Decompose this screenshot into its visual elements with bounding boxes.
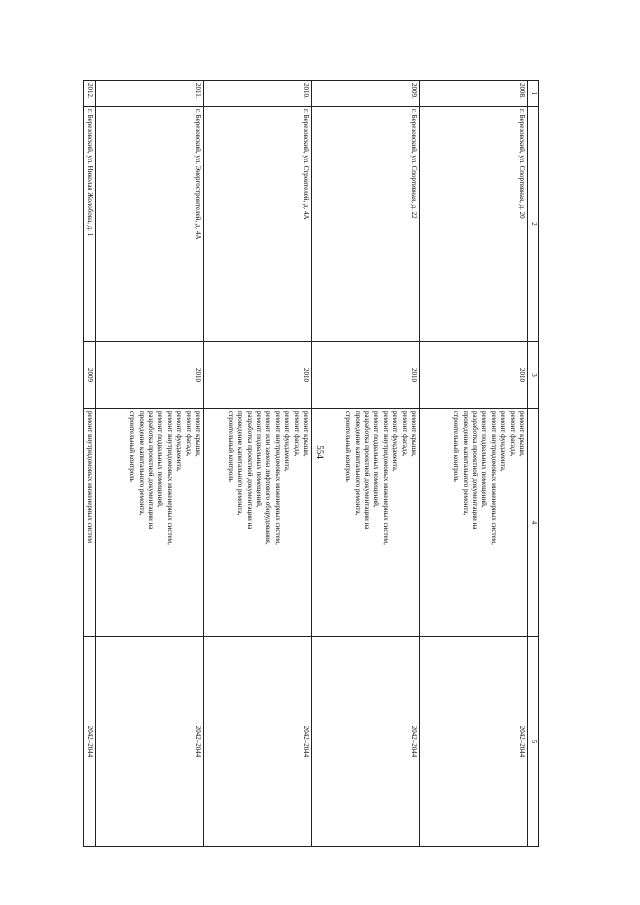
row-period: 2042–2044 [420,637,528,847]
row-works [420,409,528,637]
work-item: ремонт фундамента, [499,411,508,472]
work-item: ремонт внутридомовых инженерных систем, [273,411,282,545]
work-item: ремонт внутридомовых инженерных систем [86,411,94,544]
row-period: 2042–2044 [204,637,312,847]
work-item: ремонт фасада, [292,411,301,457]
work-item: разработка проектной документации на [362,411,371,530]
table-row [83,81,95,847]
work-item: ремонт или замена лифтового оборудования, [264,411,273,545]
row-year: 2010 [312,342,420,409]
row-works [312,409,420,637]
work-item: проведение капитального ремонта, [236,411,245,516]
row-year: 2010 [96,342,204,409]
work-item: ремонт фасада, [508,411,517,457]
row-address: г. Березовский, ул. Николая Жолобова, д. 1 [83,107,95,342]
work-item: ремонт крыши, [302,411,310,457]
work-item: ремонт подвальных помещений, [156,411,165,508]
work-item: ремонт подвальных помещений, [372,411,381,508]
table-row [204,81,312,847]
row-works [96,409,204,637]
work-item: разработка проектной документации на [470,411,479,530]
header-col-1: 1 [528,81,539,107]
work-item: ремонт подвальных помещений, [480,411,489,508]
work-item: ремонт внутридомовых инженерных систем, [489,411,498,545]
row-period: 2042–2044 [96,637,204,847]
work-item: проведение капитального ремонта, [353,411,362,516]
work-item: ремонт фундамента, [283,411,292,472]
header-col-5: 5 [528,637,539,847]
work-item: ремонт подвальных помещений, [254,411,263,508]
work-item: строительный контроль [226,411,235,482]
work-item: ремонт крыши, [518,411,526,457]
row-number: 2008. [420,81,528,107]
capital-repair-table [83,80,539,847]
work-item: ремонт фасада, [184,411,193,457]
work-item: проведение капитального ремонта, [461,411,470,516]
row-number: 2012. [83,81,95,107]
work-item: разработка проектной документации на [245,411,254,530]
row-number: 2010. [204,81,312,107]
table-row [420,81,528,847]
header-col-4: 4 [528,409,539,637]
work-item: ремонт крыши, [194,411,202,457]
row-address: г. Березовский, ул. Строителей, д. 4А [204,107,312,342]
row-year: 2010 [420,342,528,409]
work-item: строительный контроль [452,411,461,482]
header-col-2: 2 [528,107,539,342]
work-item: разработка проектной документации на [146,411,155,530]
header-col-3: 3 [528,342,539,409]
row-period: 2042–2044 [83,637,95,847]
table-row [96,81,204,847]
work-item: ремонт фундамента, [391,411,400,472]
row-address: г. Березовский, ул. Энергостроителей, д. 4А [96,107,204,342]
work-item: ремонт фасада, [400,411,409,457]
work-item: строительный контроль [128,411,137,482]
work-item: ремонт крыши, [410,411,418,457]
header-row [528,81,539,847]
capital-repair-table-wrapper [88,80,539,847]
row-period: 2042–2044 [312,637,420,847]
row-address: г. Березовский, ул. Спортивная, д. 20 [420,107,528,342]
row-works [204,409,312,637]
row-number: 2009. [312,81,420,107]
page-number: 554 [315,445,325,459]
row-works [83,409,95,637]
work-item: ремонт фундамента, [175,411,184,472]
work-item: ремонт внутридомовых инженерных систем, [381,411,390,545]
row-number: 2011. [96,81,204,107]
table-row [312,81,420,847]
row-year: 2010 [204,342,312,409]
work-item: строительный контроль [344,411,353,482]
work-item: ремонт внутридомовых инженерных систем, [165,411,174,545]
row-year: 2009 [83,342,95,409]
work-item: проведение капитального ремонта, [137,411,146,516]
row-address: г. Березовский, ул. Спортивная, д. 22 [312,107,420,342]
